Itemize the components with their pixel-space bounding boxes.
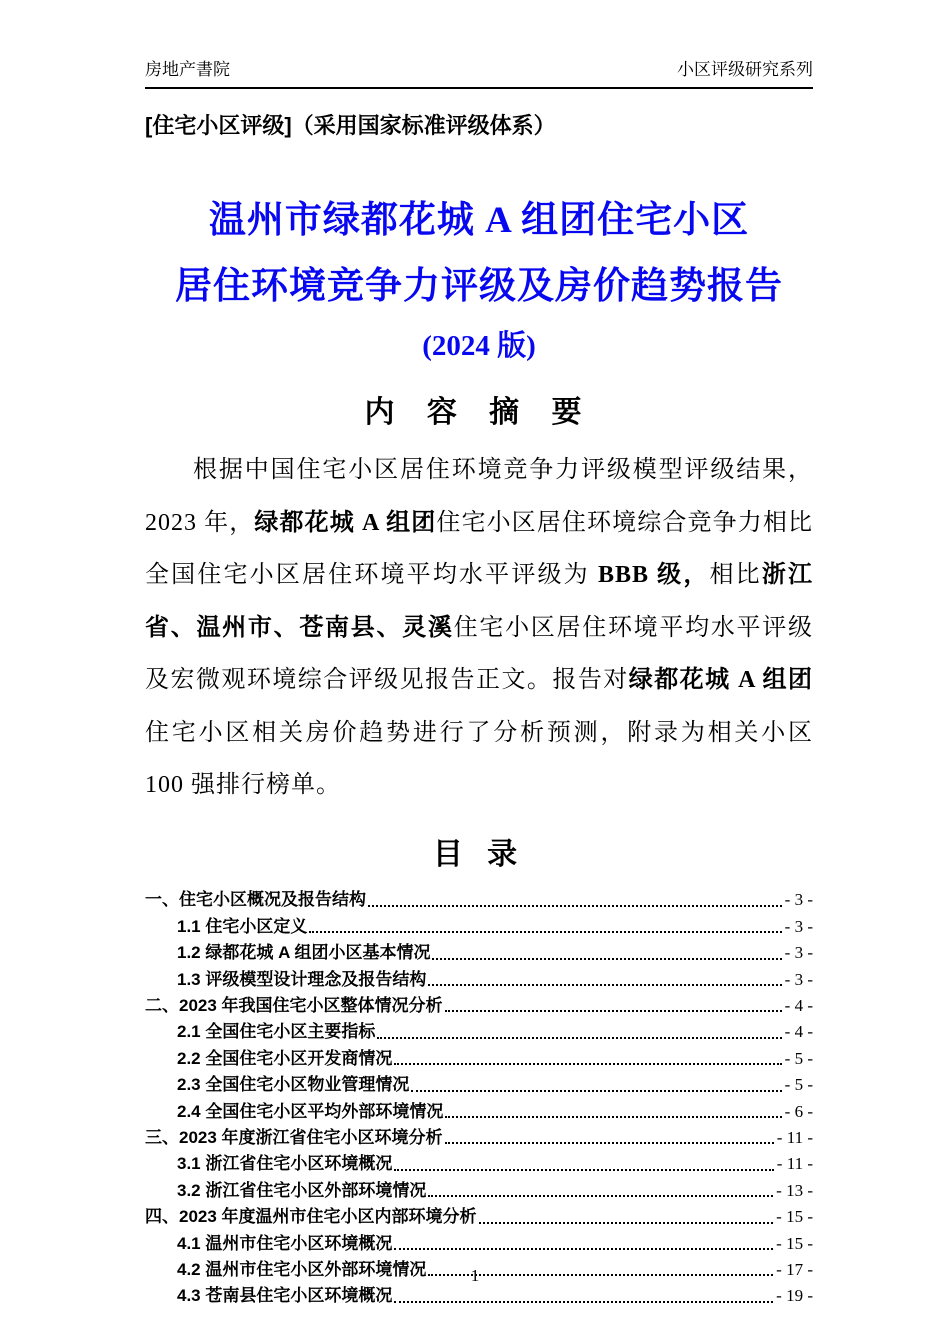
toc-entry-page: - 3 - bbox=[784, 916, 813, 936]
toc-entry bbox=[145, 1178, 813, 1204]
toc-entry-page: - 3 - bbox=[784, 943, 813, 963]
toc-entry-page: - 5 - bbox=[784, 1075, 813, 1095]
toc-entry-page: - 4 - bbox=[784, 1022, 813, 1042]
toc-dot-leader bbox=[445, 1142, 774, 1144]
toc-entry-label: 三、2023 年度浙江省住宅小区环境分析 bbox=[145, 1128, 443, 1147]
summary-segment-bold: BBB 级， bbox=[597, 562, 710, 588]
toc-dot-leader bbox=[309, 931, 781, 933]
toc-entry-page: - 15 - bbox=[776, 1233, 813, 1253]
toc-entry bbox=[145, 1019, 813, 1045]
toc-dot-leader bbox=[445, 1116, 781, 1118]
report-title bbox=[145, 188, 813, 372]
toc-entry bbox=[145, 1046, 813, 1072]
toc-entry bbox=[145, 940, 813, 966]
toc-entry-label: 4.1 温州市住宅小区环境概况 bbox=[177, 1233, 393, 1253]
toc-entry-label: 2.1 全国住宅小区主要指标 bbox=[177, 1022, 376, 1042]
summary-heading: 内 容 摘 要 bbox=[364, 396, 594, 429]
summary-segment: 住宅小区居住环境平均水平评级及宏微观环境综合评级见报告正文。报告对 bbox=[145, 614, 813, 693]
toc-heading: 目 录 bbox=[432, 837, 526, 871]
toc-entry-label: 3.1 浙江省住宅小区环境概况 bbox=[177, 1154, 393, 1174]
toc-entry-label: 2.3 全国住宅小区物业管理情况 bbox=[177, 1075, 410, 1095]
summary-segment: 相比 bbox=[709, 562, 762, 588]
toc-entry bbox=[145, 888, 813, 914]
toc-dot-leader bbox=[394, 1248, 773, 1250]
summary-segment: 住宅小区居住环境综合竞争力相比全国住宅小区居住环境平均水平评级为 bbox=[145, 509, 813, 588]
toc-entry-label: 二、2023 年我国住宅小区整体情况分析 bbox=[145, 996, 443, 1016]
toc-entry-page: - 19 - bbox=[776, 1286, 813, 1306]
toc-entry-label: 3.2 浙江省住宅小区外部环境情况 bbox=[177, 1180, 427, 1200]
report-series-line: [住宅小区评级]（采用国家标准评级体系） bbox=[145, 113, 556, 138]
toc-entry bbox=[145, 1283, 813, 1309]
toc-entry-label: 1.1 住宅小区定义 bbox=[177, 916, 308, 936]
toc-dot-leader bbox=[394, 1063, 781, 1065]
toc-entry-page: - 11 - bbox=[776, 1128, 813, 1147]
page-number: 1 bbox=[470, 1266, 480, 1285]
toc-dot-leader bbox=[428, 984, 781, 986]
toc-entry bbox=[145, 1151, 813, 1177]
toc-entry-page: - 11 - bbox=[776, 1154, 813, 1174]
toc-entry bbox=[145, 1231, 813, 1257]
toc-entry bbox=[145, 993, 813, 1019]
toc-entry-label: 4.3 苍南县住宅小区环境概况 bbox=[177, 1286, 393, 1306]
toc-entry bbox=[145, 1125, 813, 1151]
header-left-text: 房地产書院 bbox=[145, 60, 230, 79]
report-title-line2: 居住环境竞争力评级及房价趋势报告 bbox=[175, 266, 783, 307]
summary-segment: 根据中国住宅小区居住环境竞争力评级模型评级结果，2023 年， bbox=[145, 457, 813, 536]
report-title-edition: (2024 版) bbox=[422, 330, 536, 362]
toc-list bbox=[145, 888, 813, 1310]
toc-entry-page: - 6 - bbox=[784, 1101, 813, 1121]
toc-entry bbox=[145, 967, 813, 993]
toc-dot-leader bbox=[394, 1169, 773, 1171]
toc-entry-label: 四、2023 年度温州市住宅小区内部环境分析 bbox=[145, 1207, 477, 1227]
summary-segment: 住宅小区相关房价趋势进行了分析预测，附录为相关小区 100 强排行榜单。 bbox=[145, 719, 813, 798]
toc-dot-leader bbox=[479, 1222, 774, 1224]
toc-entry bbox=[145, 1072, 813, 1098]
header-right-text: 小区评级研究系列 bbox=[677, 60, 813, 79]
toc-entry-label: 一、住宅小区概况及报告结构 bbox=[145, 890, 366, 910]
toc-entry-page: - 3 - bbox=[784, 890, 813, 910]
toc-entry bbox=[145, 1099, 813, 1125]
summary-paragraph bbox=[145, 444, 813, 812]
page-header bbox=[145, 58, 813, 89]
toc-dot-leader bbox=[428, 1195, 773, 1197]
toc-dot-leader bbox=[394, 1301, 773, 1303]
toc-entry-page: - 15 - bbox=[776, 1207, 813, 1227]
toc-entry-page: - 4 - bbox=[784, 996, 813, 1016]
toc-entry-label: 2.4 全国住宅小区平均外部环境情况 bbox=[177, 1101, 444, 1121]
toc-entry-label: 4.2 温州市住宅小区外部环境情况 bbox=[177, 1259, 427, 1279]
toc-dot-leader bbox=[377, 1037, 781, 1039]
summary-segment-bold: 浙江省、温州市、苍南县、灵溪 bbox=[145, 562, 814, 641]
toc-entry-page: - 13 - bbox=[776, 1180, 813, 1200]
toc-dot-leader bbox=[368, 905, 782, 907]
toc-entry-label: 1.2 绿都花城 A 组团小区基本情况 bbox=[177, 943, 431, 963]
summary-segment-bold: 绿都花城 A 组团 bbox=[628, 667, 813, 693]
toc-dot-leader bbox=[445, 1010, 782, 1012]
toc-entry-label: 2.2 全国住宅小区开发商情况 bbox=[177, 1048, 393, 1068]
toc-entry-page: - 17 - bbox=[776, 1259, 813, 1279]
toc-entry-page: - 5 - bbox=[784, 1048, 813, 1068]
summary-segment-bold: 绿都花城 A 组团 bbox=[254, 509, 437, 536]
toc-entry-page: - 3 - bbox=[784, 969, 813, 989]
toc-entry-label: 1.3 评级模型设计理念及报告结构 bbox=[177, 969, 427, 989]
report-title-line1: 温州市绿都花城 A 组团住宅小区 bbox=[208, 200, 750, 241]
toc-dot-leader bbox=[411, 1090, 781, 1092]
toc-dot-leader bbox=[432, 958, 781, 960]
toc-entry bbox=[145, 914, 813, 940]
toc-entry bbox=[145, 1204, 813, 1230]
